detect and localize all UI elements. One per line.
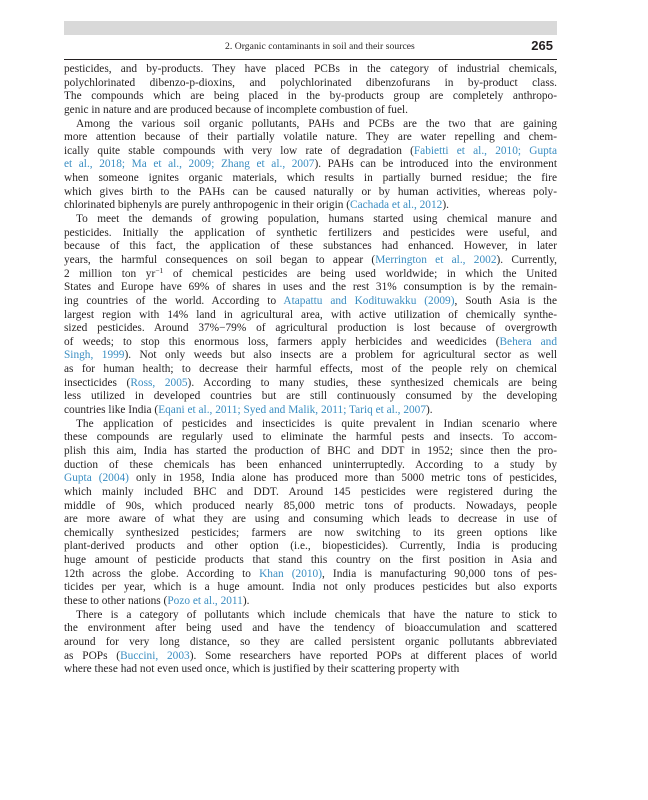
text-line	[64, 309, 557, 323]
text-line	[64, 172, 557, 186]
text-line	[64, 363, 557, 377]
text-span: where these had not even used once, which is justified by their scattering property with	[64, 663, 460, 676]
text-span: 12th across the globe. According to	[64, 567, 260, 580]
text-span: middle of 90s, which produced nearly 85,000 metric tons of products. Nowadays, people	[64, 499, 557, 512]
running-title: 2. Organic contaminants in soil and their sources	[225, 41, 415, 52]
text-span: pesticides, and by-products. They have placed PCBs in the category of industrial chemicals,	[64, 63, 557, 75]
citation-link[interactable]: Pozo et al., 2011	[167, 594, 243, 607]
text-line	[64, 254, 557, 268]
text-line	[64, 663, 557, 677]
text-span: chlorinated biphenyls are purely anthropogenic in their origin (	[64, 199, 351, 212]
citation-link[interactable]: Merrington et al., 2002	[375, 253, 497, 266]
text-span: The application of pesticides and insecticides is quite prevalent in Indian scenario where	[76, 417, 557, 430]
text-line	[64, 404, 557, 418]
text-line	[64, 390, 557, 404]
citation-link[interactable]: Gupta (2004)	[64, 472, 129, 485]
text-line	[64, 418, 557, 432]
text-span: which mainly included BHC and DDT. Around 145 pesticides were registered during the	[64, 485, 557, 498]
text-span: countries like India (	[64, 404, 159, 417]
text-line	[64, 636, 557, 650]
text-span: pesticides. Initially the application of synthetic fertilizers and pesticides were useful, and	[64, 226, 557, 239]
text-span: these compounds are regularly used to eliminate the harmful pests and insects. To accom-	[64, 431, 557, 444]
text-line	[64, 265, 557, 282]
text-span: as for human health; to decrease their harmful effects, most of the people rely on chemical	[64, 363, 557, 376]
text-span: ). Not only weeds but also insects are a problem for agricultural sector as well	[124, 349, 557, 362]
text-span: ).	[442, 199, 449, 212]
text-span: plant-derived products and other option (i.e., biopesticides). Currently, India is producing	[64, 540, 557, 553]
text-line	[64, 77, 557, 91]
citation-link[interactable]: Eqani et al., 2011; Syed and Malik, 2011; Tariq et al., 2007	[158, 404, 427, 417]
text-span: ). Currently,	[496, 253, 557, 266]
text-span: more attention because of their partially volatile nature. They are water repelling and chem-	[64, 131, 557, 144]
text-span: ically quite stable compounds with very low rate of degradation (	[64, 144, 414, 157]
text-span: , South Asia is the	[454, 294, 557, 307]
text-line	[64, 349, 557, 363]
text-span: States and Europe have 69% of shares in uses and the rest 31% consumption is by the remain-	[64, 281, 557, 294]
text-line	[64, 186, 557, 200]
citation-link[interactable]: Cachada et al., 2012	[350, 199, 443, 212]
text-line	[64, 472, 557, 486]
citation-link[interactable]: Singh, 1999	[64, 349, 125, 362]
text-line	[64, 131, 557, 145]
text-span: , India is manufacturing 90,000 tons of pes-	[322, 567, 557, 580]
text-span: only in 1958, India alone has produced more than 5000 metric tons of pesticides,	[128, 472, 557, 485]
header-rule	[64, 59, 557, 60]
text-line	[64, 377, 557, 391]
text-line	[64, 595, 557, 609]
text-line	[64, 227, 557, 241]
citation-link[interactable]: Behera and	[499, 335, 557, 348]
body-text	[64, 63, 557, 677]
text-span: ). Some researchers have reported POPs at different places of world	[189, 649, 557, 662]
text-span: The compounds which are being placed in the by-products group are completely anthropo-	[64, 90, 557, 103]
text-line	[64, 568, 557, 582]
text-span: ).	[242, 594, 250, 607]
text-line	[64, 322, 557, 336]
text-line	[64, 650, 557, 664]
text-line	[64, 500, 557, 514]
paragraph	[64, 609, 557, 677]
paragraph	[64, 418, 557, 609]
text-line	[64, 199, 557, 213]
text-span: because of this fact, the application of these substances had enhanced. However, in later	[64, 240, 557, 253]
running-head	[64, 38, 557, 56]
text-line	[64, 513, 557, 527]
text-span: ing countries of the world. According to	[64, 294, 284, 307]
text-span: as POPs (	[64, 649, 121, 662]
text-span: ). According to many studies, these synthesized chemicals are being	[187, 376, 557, 389]
text-span: around for very long distance, so they are called persistent organic pollutants abbreviated	[64, 635, 557, 648]
text-span: plish this aim, India has started the production of BHC and DDT in 1952; since then the pro-	[64, 444, 557, 457]
text-line	[64, 336, 557, 350]
text-line	[64, 622, 557, 636]
text-line	[64, 145, 557, 159]
text-span: these to other nations (	[64, 594, 168, 607]
text-span: ticides per year, which is a huge amount. India not only produces pesticides but also exports	[64, 581, 557, 594]
paragraph	[64, 63, 557, 118]
citation-link[interactable]: Khan (2010)	[259, 567, 322, 580]
superscript: −1	[155, 265, 164, 275]
text-line	[64, 118, 557, 132]
text-span: duction of these chemicals has been enhanced uninterruptedly. According to a study by	[64, 458, 557, 471]
paragraph	[64, 118, 557, 213]
text-line	[64, 554, 557, 568]
text-span: To meet the demands of growing population, humans started using chemical manure and	[76, 213, 557, 226]
text-line	[64, 459, 557, 473]
text-line	[64, 281, 557, 295]
text-line	[64, 486, 557, 500]
text-span: ).	[426, 404, 433, 417]
text-span: the environment after being used and have the tendency of bioaccumulation and scattered	[64, 622, 557, 635]
citation-link[interactable]: et al., 2018; Ma et al., 2009; Zhang et al., 2007	[64, 158, 315, 171]
text-line	[64, 581, 557, 595]
header-bar	[64, 21, 557, 35]
citation-link[interactable]: Atapattu and Kodituwakku (2009)	[283, 294, 455, 307]
text-line	[64, 540, 557, 554]
text-line	[64, 609, 557, 623]
text-span: are more aware of what they are using and consuming which leads to decrease in use of	[64, 513, 557, 526]
text-span: insecticides (	[64, 376, 131, 389]
text-span: which gives birth to the PAHs can be caused naturally or by human activities, whereas poly-	[64, 185, 557, 198]
citation-link[interactable]: Fabietti et al., 2010; Gupta	[413, 144, 557, 157]
text-line	[64, 240, 557, 254]
text-span: ). PAHs can be introduced into the environment	[314, 158, 557, 171]
text-line	[64, 445, 557, 459]
text-span: of chemical pesticides are being used worldwide; in which the United	[163, 267, 557, 280]
text-span: huge amount of pesticide products that stand this country on the first position in Asia and	[64, 554, 557, 567]
text-span: largest region with 14% land in agricultural area, with active utilization of chemically synthe-	[64, 308, 557, 321]
text-line	[64, 527, 557, 541]
citation-link[interactable]: Buccini, 2003	[120, 649, 190, 662]
text-span: There is a category of pollutants which include chemicals that have the nature to stick to	[76, 608, 557, 621]
citation-link[interactable]: Ross, 2005	[130, 376, 188, 389]
text-line	[64, 63, 557, 77]
text-span: genic in nature and are produced because of incomplete combustion of fuel.	[64, 103, 408, 116]
text-span: sized pesticides. Around 37%−79% of agricultural production is lost because of overgrowth	[64, 322, 557, 335]
text-span: when someone ignites organic materials, which results in partially burned residue; the fire	[64, 172, 557, 185]
text-line	[64, 431, 557, 445]
text-span: of weeds; to stop this enormous loss, farmers apply herbicides and weedicides (	[64, 335, 500, 348]
text-span: Among the various soil organic pollutants, PAHs and PCBs are the two that are gaining	[76, 117, 557, 130]
text-line	[64, 295, 557, 309]
text-span: 2 million ton yr	[64, 267, 156, 280]
text-line	[64, 90, 557, 104]
text-line	[64, 213, 557, 227]
text-line	[64, 158, 557, 172]
text-span: years, the harmful consequences on soil began to appear (	[64, 253, 376, 266]
text-span: less utilized in developed countries but are still continuously consumed by the developing	[64, 390, 557, 403]
text-line	[64, 104, 557, 118]
page-number: 265	[531, 38, 553, 53]
text-span: chemically synthesized pesticides; farmers are now switching to its green options like	[64, 526, 557, 539]
text-span: polychlorinated dibenzo-p-dioxins, and polychlorinated dibenzofurans in by-product class.	[64, 76, 557, 89]
paragraph	[64, 213, 557, 418]
